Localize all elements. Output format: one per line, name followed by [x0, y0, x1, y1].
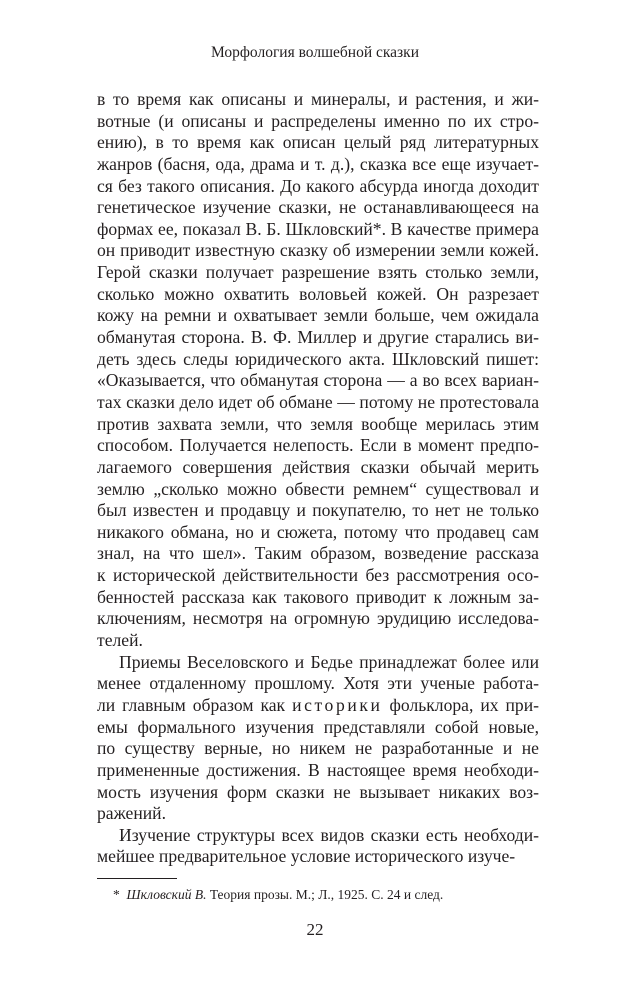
- text-line: тах сказки дело идет об обмане — потому не протестовала: [97, 391, 539, 412]
- text-line: мость изучения форм сказки не вызывает никаких воз-: [97, 781, 539, 802]
- text-line: менее отдаленному прошлому. Хотя эти ученые работа-: [97, 673, 539, 694]
- text-line: сколько можно охватить воловьей кожей. Он разрезает: [97, 283, 539, 304]
- text-line: жанров (басня, ода, драма и т. д.), сказка все еще изучает-: [97, 153, 539, 174]
- text-line: Герой сказки получает разрешение взять столько земли,: [97, 262, 539, 283]
- footnote-text: Теория прозы. М.; Л., 1925. С. 24 и след.: [206, 887, 444, 902]
- text-line: знал, на что шел». Таким образом, возведение рассказа: [97, 543, 539, 564]
- text-line: емы формального изучения представляли собой новые,: [97, 716, 539, 737]
- text-segment: ли главным образом как: [97, 694, 293, 715]
- text-line: мейшее предварительное условие исторического изуче-: [97, 846, 516, 867]
- text-line: по существу верные, но никем не разработанные и не: [97, 738, 539, 759]
- text-line: бенностей рассказа как такового приводит к ложным за-: [97, 586, 539, 607]
- emphasized-word: историки: [292, 694, 383, 715]
- footnote-marker: *: [113, 887, 120, 902]
- text-line: он приводит известную сказку об измерении земли кожей.: [97, 240, 539, 261]
- text-line: «Оказывается, что обманутая сторона — а во всех вариан-: [97, 370, 539, 391]
- text-line: против захвата земли, что земля вообще мерилась этим: [97, 413, 539, 434]
- text-line: в то время как описаны и минералы, и растения, и жи-: [97, 89, 539, 109]
- text-line: Приемы Веселовского и Бедье принадлежат более или: [119, 651, 539, 672]
- text-line: способом. Получается нелепость. Если в момент предпо-: [97, 435, 539, 456]
- text-line: кожу на ремни и охватывает земли больше, чем ожидала: [97, 305, 539, 326]
- text-segment: фольклора, их при-: [382, 694, 540, 715]
- text-line: примененные достижения. В настоящее время необходи-: [97, 759, 539, 780]
- footnote-author: Шкловский В.: [126, 887, 207, 902]
- text-line: деть здесь следы юридического акта. Шкловский пишет:: [97, 348, 539, 369]
- text-line: ражений.: [97, 803, 166, 824]
- text-line: ся без такого описания. До какого абсурда иногда доходит: [97, 175, 539, 196]
- text-line: никакого обмана, но и сюжета, потому что продавец сам: [97, 521, 539, 542]
- text-line: генетическое изучение сказки, не останавливающееся на: [97, 197, 539, 218]
- text-line: формах ее, показал В. Б. Шкловский*. В качестве примера: [97, 218, 539, 239]
- text-line: телей.: [97, 630, 143, 651]
- text-line: обманутая сторона. В. Ф. Миллер и другие старались ви-: [97, 327, 539, 348]
- text-line: лагаемого совершения действия сказки обычай мерить: [97, 456, 539, 477]
- page-number: 22: [306, 920, 324, 939]
- text-line: Изучение структуры всех видов сказки есть необходи-: [119, 824, 539, 845]
- body-text: [97, 89, 539, 868]
- text-line: вотные (и описаны и распределены именно по их стро-: [97, 110, 539, 131]
- text-line: был известен и продавцу и покупателю, то нет не только: [97, 500, 539, 521]
- running-header: Морфология волшебной сказки: [210, 44, 420, 61]
- text-line: ению), в то время как описан целый ряд литературных: [97, 132, 539, 153]
- footnote: [113, 887, 443, 903]
- text-line: [97, 695, 539, 717]
- footnote-divider: [97, 878, 177, 879]
- text-line: землю „сколько можно обвести ремнем“ существовал и: [97, 478, 539, 499]
- text-line: ключениям, несмотря на огромную эрудицию исследова-: [97, 608, 539, 629]
- text-line: к исторической действительности без рассмотрения осо-: [97, 565, 539, 586]
